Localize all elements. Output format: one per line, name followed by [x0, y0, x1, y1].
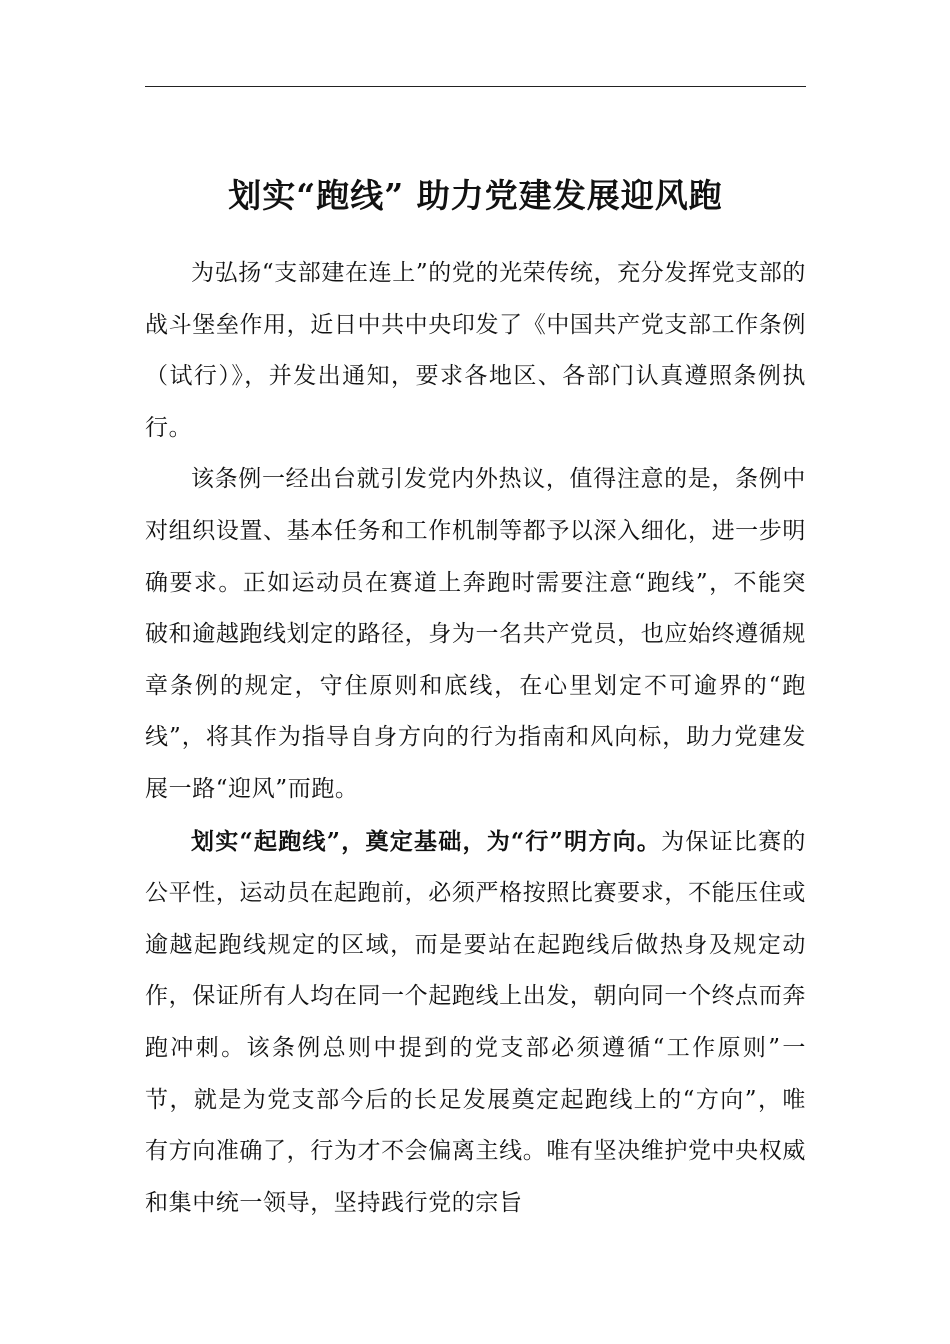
article-title: 划实“跑线” 助力党建发展迎风跑	[228, 176, 723, 215]
paragraph-text: 该条例一经出台就引发党内外热议，值得注意的是，条例中对组织设置、基本任务和工作机制等都予以深入细化，进一步明确要求。正如运动员在赛道上奔跑时需要注意“跑线”，不能突破和逾越跑线划定的路径，身为一名共产党员，也应始终遵循规章条例的规定，守住原则和底线，在心里划定不可逾界的“跑线”，将其作为指导自身方向的行为指南和风向标，助力党建发展一路“迎风”而跑。	[145, 466, 806, 802]
paragraph-text: 为保证比赛的公平性，运动员在起跑前，必须严格按照比赛要求，不能压住或逾越起跑线规定的区域，而是要站在起跑线后做热身及规定动作，保证所有人均在同一个起跑线上出发，朝向同一个终点而奔跑冲刺。该条例总则中提到的党支部必须遵循“工作原则”一节，就是为党支部今后的长足发展奠定起跑线上的“方向”，唯有方向准确了，行为才不会偏离主线。唯有坚决维护党中央权威和集中统一领导，坚持践行党的宗旨	[145, 828, 806, 1216]
paragraph-lead-heading: 划实“起跑线”，奠定基础，为“行”明方向。	[191, 827, 662, 855]
paragraph-text: 为弘扬“支部建在连上”的党的光荣传统，充分发挥党支部的战斗堡垒作用，近日中共中央印发了《中国共产党支部工作条例（试行）》，并发出通知，要求各地区、各部门认真遵照条例执行。	[145, 260, 806, 441]
paragraph-context	[145, 454, 806, 815]
paragraph-starting-line	[145, 816, 806, 1230]
header-rule	[145, 86, 806, 87]
article-body	[145, 248, 806, 1229]
paragraph-intro	[145, 248, 806, 454]
